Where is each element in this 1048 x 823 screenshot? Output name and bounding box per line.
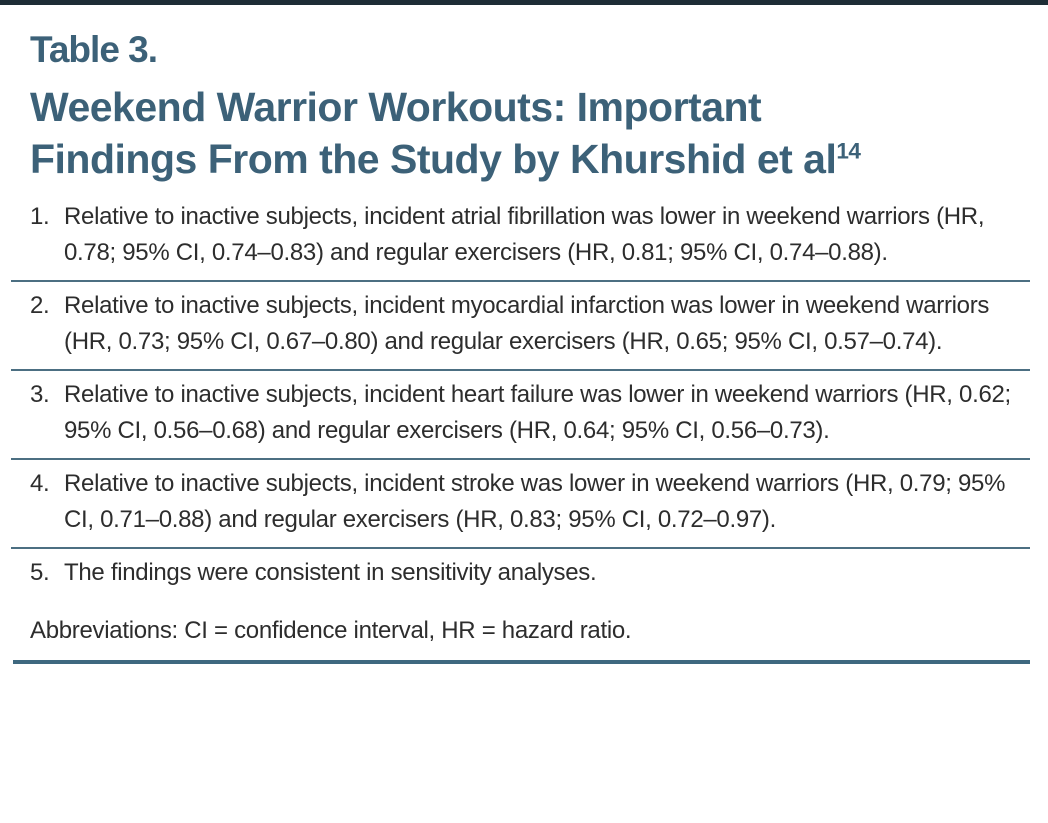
findings-list: [30, 193, 1015, 600]
finding-number: 2.: [30, 292, 50, 319]
finding-number: 5.: [30, 559, 50, 586]
finding-number: 1.: [30, 203, 50, 230]
table-figure: [0, 29, 1048, 664]
finding-text: Relative to inactive subjects, incident atrial fibrillation was lower in weekend warriors (HR, 0.78; 95% CI, 0.74–0.83) and regular exercisers (HR, 0.81; 95% CI, 0.74–0.88).: [64, 203, 985, 266]
finding-item-4: [30, 460, 1015, 547]
finding-item-5: [30, 549, 1015, 600]
table-label: Table 3.: [30, 29, 158, 70]
finding-text: Relative to inactive subjects, incident myocardial infarction was lower in weekend warriors (HR, 0.73; 95% CI, 0.67–0.80) and regular exercisers (HR, 0.65; 95% CI, 0.57–0.74).: [64, 292, 990, 355]
table-title-line1: Weekend Warrior Workouts: Important: [30, 84, 762, 130]
finding-item-3: [30, 371, 1015, 458]
finding-number: 4.: [30, 470, 50, 497]
top-border-bar: [0, 0, 1048, 5]
abbreviations-footnote: Abbreviations: CI = confidence interval, HR = hazard ratio.: [30, 617, 632, 644]
bottom-rule: [13, 660, 1030, 664]
finding-text: Relative to inactive subjects, incident stroke was lower in weekend warriors (HR, 0.79; 95% CI, 0.71–0.88) and regular exercisers (HR, 0.83; 95% CI, 0.72–0.97).: [64, 470, 1006, 533]
finding-number: 3.: [30, 381, 50, 408]
finding-item-1: [30, 193, 1015, 280]
table-title: [30, 81, 1015, 185]
finding-text: Relative to inactive subjects, incident heart failure was lower in weekend warriors (HR, 0.62; 95% CI, 0.56–0.68) and regular exercisers (HR, 0.64; 95% CI, 0.56–0.73).: [64, 381, 1011, 444]
title-reference-superscript: 14: [836, 138, 861, 164]
finding-item-2: [30, 282, 1015, 369]
table-title-line2: Findings From the Study by Khurshid et al: [30, 136, 837, 182]
finding-text: The findings were consistent in sensitivity analyses.: [64, 559, 597, 586]
